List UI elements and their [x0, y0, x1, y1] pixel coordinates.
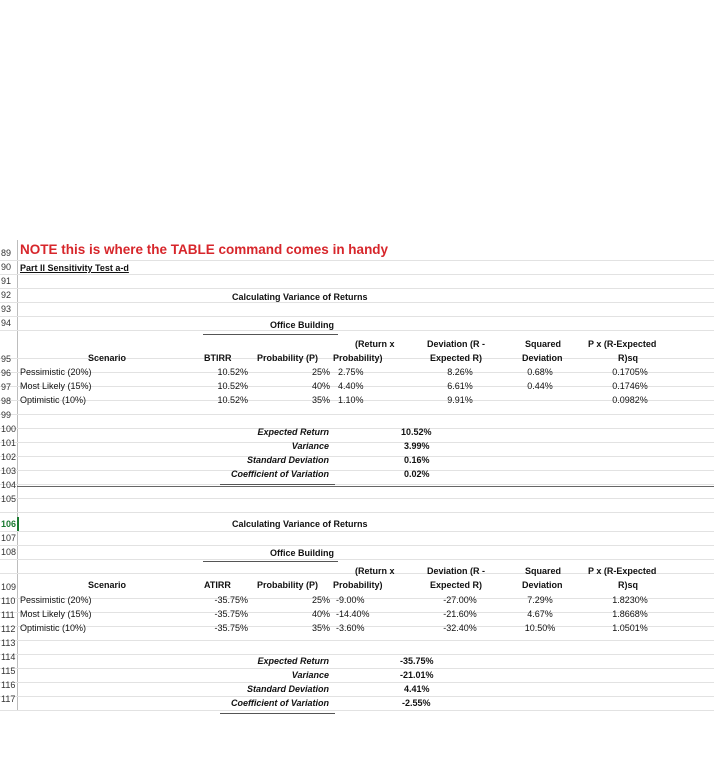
gridline — [0, 498, 714, 499]
s1-row-scenario[interactable]: Optimistic (10%) — [20, 395, 87, 405]
row-number[interactable]: 94 — [1, 318, 12, 328]
row-number[interactable]: 102 — [1, 452, 17, 462]
s2-row-scenario[interactable]: Optimistic (10%) — [20, 623, 87, 633]
s2-summary-label[interactable]: Variance — [291, 670, 329, 680]
row-number[interactable]: 100 — [1, 424, 17, 434]
s2-header-prob[interactable]: Probability (P) — [257, 580, 319, 590]
row-number[interactable]: 114 — [1, 652, 16, 662]
section-divider — [17, 486, 714, 487]
s2-row-sq[interactable]: 4.67% — [527, 609, 553, 619]
s1-row-dev[interactable]: 6.61% — [447, 381, 473, 391]
s1-summary-label[interactable]: Expected Return — [257, 427, 329, 437]
s2-header-dev-2[interactable]: Expected R) — [430, 580, 483, 590]
row-number[interactable]: 95 — [1, 354, 12, 364]
s1-row-retprob[interactable]: 2.75% — [338, 367, 364, 377]
s1-row-prob[interactable]: 35% — [311, 395, 330, 405]
row-number-selected[interactable]: 106 — [1, 519, 17, 529]
s1-header-scenario[interactable]: Scenario — [88, 353, 127, 363]
s1-header-irr[interactable]: BTIRR — [204, 353, 232, 363]
s2-row-px[interactable]: 1.8668% — [612, 609, 648, 619]
s2-row-irr[interactable]: -35.75% — [214, 609, 248, 619]
s2-header-dev-1[interactable]: Deviation (R - — [427, 566, 486, 576]
s2-header-px-1[interactable]: P x (R-Expected — [588, 566, 657, 576]
s1-row-scenario[interactable]: Most Likely (15%) — [20, 381, 92, 391]
s2-header-sq-2[interactable]: Deviation — [522, 580, 563, 590]
section-subtitle[interactable]: Part II Sensitivity Test a-d — [20, 263, 129, 273]
s1-row-sq[interactable]: 0.68% — [527, 367, 553, 377]
section1-property[interactable]: Office Building — [270, 320, 334, 330]
s2-row-retprob[interactable]: -14.40% — [336, 609, 370, 619]
s1-header-retprob-1[interactable]: (Return x — [355, 339, 395, 349]
s2-summary-value[interactable]: -21.01% — [400, 670, 434, 680]
s2-summary-value[interactable]: 4.41% — [404, 684, 430, 694]
gridline — [0, 484, 714, 485]
gridline — [0, 274, 714, 275]
row-number[interactable]: 103 — [1, 466, 17, 476]
section1-heading[interactable]: Calculating Variance of Returns — [232, 292, 368, 302]
s2-header-scenario[interactable]: Scenario — [88, 580, 127, 590]
row-number[interactable]: 107 — [1, 533, 17, 543]
s2-header-retprob-1[interactable]: (Return x — [355, 566, 395, 576]
row-number[interactable]: 105 — [1, 494, 17, 504]
gridline — [0, 470, 714, 471]
row-number[interactable]: 116 — [1, 680, 16, 690]
section2-property[interactable]: Office Building — [270, 548, 334, 558]
row-number[interactable]: 93 — [1, 304, 12, 314]
s1-row-dev[interactable]: 8.26% — [447, 367, 473, 377]
gridline — [0, 442, 714, 443]
gridline — [0, 531, 714, 532]
s1-row-irr[interactable]: 10.52% — [217, 381, 248, 391]
s1-header-dev-2[interactable]: Expected R) — [430, 353, 483, 363]
s1-row-prob[interactable]: 40% — [311, 381, 330, 391]
s1-row-prob[interactable]: 25% — [311, 367, 330, 377]
s2-row-dev[interactable]: -27.00% — [443, 595, 477, 605]
section2-property-underline — [203, 561, 338, 562]
s1-summary-value[interactable]: 0.02% — [404, 469, 430, 479]
s2-header-retprob-2[interactable]: Probability) — [333, 580, 383, 590]
s2-row-scenario[interactable]: Most Likely (15%) — [20, 609, 92, 619]
s1-header-sq-2[interactable]: Deviation — [522, 353, 563, 363]
s1-row-sq[interactable]: 0.44% — [527, 381, 553, 391]
row-number[interactable]: 97 — [1, 382, 12, 392]
row-number[interactable]: 101 — [1, 438, 17, 448]
s1-header-retprob-2[interactable]: Probability) — [333, 353, 383, 363]
s2-row-prob[interactable]: 25% — [311, 595, 330, 605]
s1-summary-value[interactable]: 10.52% — [401, 427, 432, 437]
s2-summary-label[interactable]: Coefficient of Variation — [230, 698, 329, 708]
s1-row-px[interactable]: 0.1705% — [612, 367, 648, 377]
gridline — [0, 428, 714, 429]
row-number[interactable]: 110 — [1, 596, 16, 606]
gridline — [0, 559, 714, 560]
s1-header-px-1[interactable]: P x (R-Expected — [588, 339, 657, 349]
row-number[interactable]: 115 — [1, 666, 16, 676]
s2-summary-label[interactable]: Standard Deviation — [246, 684, 329, 694]
row-number[interactable]: 109 — [1, 582, 17, 592]
gridline — [0, 330, 714, 331]
s2-summary-value[interactable]: -2.55% — [402, 698, 431, 708]
gridline — [0, 545, 714, 546]
s2-row-px[interactable]: 1.8230% — [612, 595, 648, 605]
s1-row-dev[interactable]: 9.91% — [447, 395, 473, 405]
s2-header-irr[interactable]: ATIRR — [204, 580, 231, 590]
gridline — [0, 654, 714, 655]
s2-row-sq[interactable]: 10.50% — [524, 623, 556, 633]
s2-row-dev[interactable]: -32.40% — [443, 623, 477, 633]
s1-header-dev-1[interactable]: Deviation (R - — [427, 339, 486, 349]
gridline — [0, 682, 714, 683]
row-number[interactable]: 91 — [1, 276, 12, 286]
row-number[interactable]: 111 — [1, 610, 15, 620]
s1-summary-underline — [220, 484, 335, 485]
s1-row-retprob[interactable]: 4.40% — [338, 381, 364, 391]
row-number[interactable]: 104 — [1, 480, 17, 490]
s1-row-irr[interactable]: 10.52% — [217, 395, 248, 405]
s2-row-px[interactable]: 1.0501% — [612, 623, 648, 633]
s2-row-retprob[interactable]: -3.60% — [336, 623, 365, 633]
note-title[interactable]: NOTE this is where the TABLE command comes in handy — [20, 242, 389, 257]
row-number[interactable]: 112 — [1, 624, 16, 634]
s2-row-irr[interactable]: -35.75% — [214, 623, 248, 633]
row-number[interactable]: 108 — [1, 547, 17, 557]
s2-row-dev[interactable]: -21.60% — [443, 609, 477, 619]
s2-row-retprob[interactable]: -9.00% — [336, 595, 365, 605]
gridline — [0, 696, 714, 697]
s2-row-irr[interactable]: -35.75% — [214, 595, 248, 605]
gridline — [0, 414, 714, 415]
s2-summary-underline — [220, 713, 335, 714]
s1-summary-value[interactable]: 0.16% — [404, 455, 430, 465]
s2-summary-value[interactable]: -35.75% — [400, 656, 434, 666]
row-number[interactable]: 99 — [1, 410, 12, 420]
s1-summary-label[interactable]: Coefficient of Variation — [230, 469, 329, 479]
s1-summary-label[interactable]: Variance — [291, 441, 329, 451]
gridline — [0, 288, 714, 289]
gridline — [0, 512, 714, 513]
s1-summary-value[interactable]: 3.99% — [404, 441, 430, 451]
s1-header-prob[interactable]: Probability (P) — [257, 353, 319, 363]
s1-row-px[interactable]: 0.0982% — [612, 395, 648, 405]
row-number[interactable]: 96 — [1, 368, 12, 378]
section1-property-underline — [203, 334, 338, 335]
s2-row-sq[interactable]: 7.29% — [527, 595, 553, 605]
s2-row-prob[interactable]: 35% — [311, 623, 330, 633]
section2-heading[interactable]: Calculating Variance of Returns — [232, 519, 368, 529]
s2-header-sq-1[interactable]: Squared — [525, 566, 562, 576]
row-number[interactable]: 117 — [1, 694, 16, 704]
s1-header-sq-1[interactable]: Squared — [525, 339, 562, 349]
row-number[interactable]: 113 — [1, 638, 16, 648]
gridline — [0, 456, 714, 457]
s1-row-retprob[interactable]: 1.10% — [338, 395, 364, 405]
row-number[interactable]: 98 — [1, 396, 12, 406]
s1-row-irr[interactable]: 10.52% — [217, 367, 248, 377]
s1-row-px[interactable]: 0.1746% — [612, 381, 648, 391]
gridline — [0, 710, 714, 711]
s1-header-px-2[interactable]: R)sq — [618, 353, 638, 363]
row-number[interactable]: 90 — [1, 262, 12, 272]
gridline — [0, 668, 714, 669]
s2-summary-label[interactable]: Expected Return — [257, 656, 329, 666]
row-number[interactable]: 89 — [1, 248, 12, 258]
s1-summary-label[interactable]: Standard Deviation — [246, 455, 329, 465]
gridline — [0, 640, 714, 641]
s2-row-scenario[interactable]: Pessimistic (20%) — [20, 595, 92, 605]
gridline — [0, 316, 714, 317]
s2-row-prob[interactable]: 40% — [311, 609, 330, 619]
gridline — [0, 260, 714, 261]
row-number[interactable]: 92 — [1, 290, 12, 300]
s2-header-px-2[interactable]: R)sq — [618, 580, 638, 590]
s1-row-scenario[interactable]: Pessimistic (20%) — [20, 367, 92, 377]
